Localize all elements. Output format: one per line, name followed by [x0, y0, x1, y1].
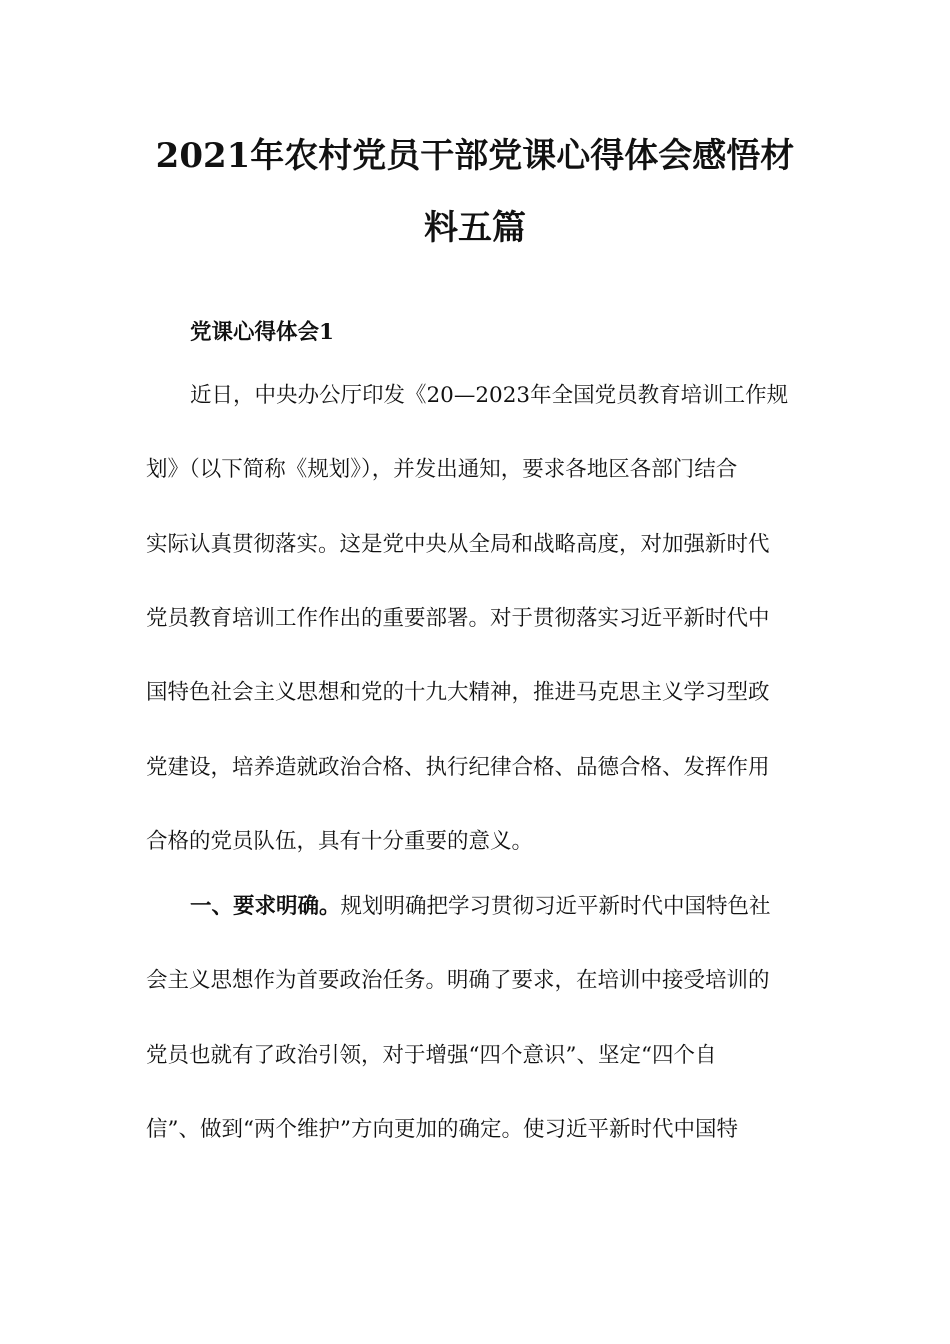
paragraph-2-line-2: 会主义思想作为首要政治任务。明确了要求，在培训中接受培训的	[146, 968, 770, 993]
document-title-line-1: 2021年农村党员干部党课心得体会感悟材	[155, 136, 795, 176]
paragraph-2-line-3: 党员也就有了政治引领，对于增强“四个意识”、坚定“四个自	[146, 1043, 717, 1068]
section-heading: 党课心得体会1	[190, 320, 334, 345]
paragraph-1-line-4: 党员教育培训工作作出的重要部署。对于贯彻落实习近平新时代中	[146, 606, 770, 631]
paragraph-1-line-2: 划》（以下简称《规划》），并发出通知，要求各地区各部门结合	[146, 457, 738, 482]
paragraph-1-line-5: 国特色社会主义思想和党的十九大精神，推进马克思主义学习型政	[146, 680, 770, 705]
paragraph-1-line-1: 近日，中央办公厅印发《20—2023年全国党员教育培训工作规	[190, 383, 789, 408]
paragraph-2-first-line-rest: 规划明确把学习贯彻习近平新时代中国特色社	[340, 894, 771, 919]
paragraph-2-lead: 一、要求明确。	[190, 894, 341, 919]
paragraph-1-line-3: 实际认真贯彻落实。这是党中央从全局和战略高度，对加强新时代	[146, 532, 770, 557]
paragraph-1-line-7: 合格的党员队伍，具有十分重要的意义。	[146, 829, 534, 854]
document-title-line-2: 料五篇	[424, 208, 526, 248]
paragraph-2-line-1	[190, 892, 806, 922]
paragraph-2-line-4: 信”、做到“两个维护”方向更加的确定。使习近平新时代中国特	[146, 1117, 738, 1142]
paragraph-1-line-6: 党建设，培养造就政治合格、执行纪律合格、品德合格、发挥作用	[146, 755, 770, 780]
